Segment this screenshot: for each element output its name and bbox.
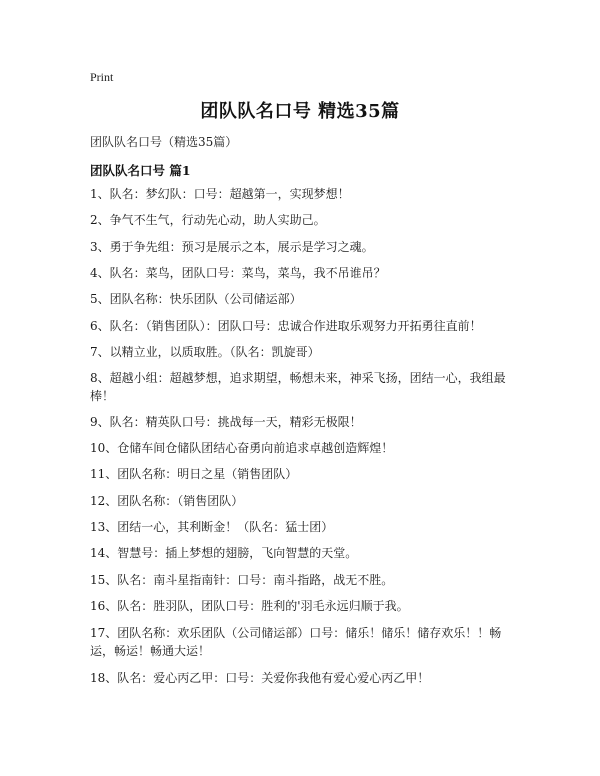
section-heading: 团队队名口号 篇1: [90, 163, 191, 178]
page-subtitle: 团队队名口号（精选35篇）: [90, 135, 238, 149]
list-item: 15、队名：南斗星指南针：口号：南斗指路，战无不胜。: [90, 573, 394, 587]
list-item: 10、仓储车间仓储队团结心奋勇向前追求卓越创造辉煌！: [90, 441, 394, 455]
list-item: 1、队名：梦幻队：口号：超越第一，实现梦想！: [90, 187, 350, 201]
list-item: 17、团队名称：欢乐团队（公司储运部）口号：储乐！储乐！储存欢乐！！畅运，畅运！畅通大运！: [90, 626, 502, 658]
print-label: Print: [90, 70, 114, 84]
list-item: 9、队名：精英队口号：挑战每一天，精彩无极限！: [90, 415, 362, 429]
list-item: 8、超越小组：超越梦想，追求期望，畅想未来，神采飞扬，团结一心，我组最棒！: [90, 371, 506, 403]
list-item: 13、团结一心，其利断金！（队名：猛士团）: [90, 520, 334, 534]
list-item: 6、队名：（销售团队）：团队口号：忠诚合作进取乐观努力开拓勇往直前！: [90, 319, 482, 333]
list-item: 16、队名：胜羽队，团队口号：胜利的'羽毛永远归顺于我。: [90, 599, 409, 613]
page-title: 团队队名口号 精选35篇: [200, 101, 400, 122]
list-item: 3、勇于争先组：预习是展示之本，展示是学习之魂。: [90, 240, 374, 254]
list-item: 11、团队名称：明日之星（销售团队）: [90, 467, 298, 481]
list-item: 18、队名：爱心丙乙甲：口号：关爱你我他有爱心爱心丙乙甲！: [90, 671, 430, 685]
list-item: 2、争气不生气，行动先心动，助人实助己。: [90, 213, 326, 227]
list-item: 5、团队名称：快乐团队（公司储运部）: [90, 292, 302, 306]
list-item: 14、智慧号：插上梦想的翅膀，飞向智慧的天堂。: [90, 546, 358, 560]
list-item: 4、队名：菜鸟，团队口号：菜鸟，菜鸟，我不吊谁吊？: [90, 266, 386, 280]
list-item: 12、团队名称：（销售团队）: [90, 494, 244, 508]
list-item: 7、以精立业，以质取胜。（队名：凯旋哥）: [90, 345, 320, 359]
